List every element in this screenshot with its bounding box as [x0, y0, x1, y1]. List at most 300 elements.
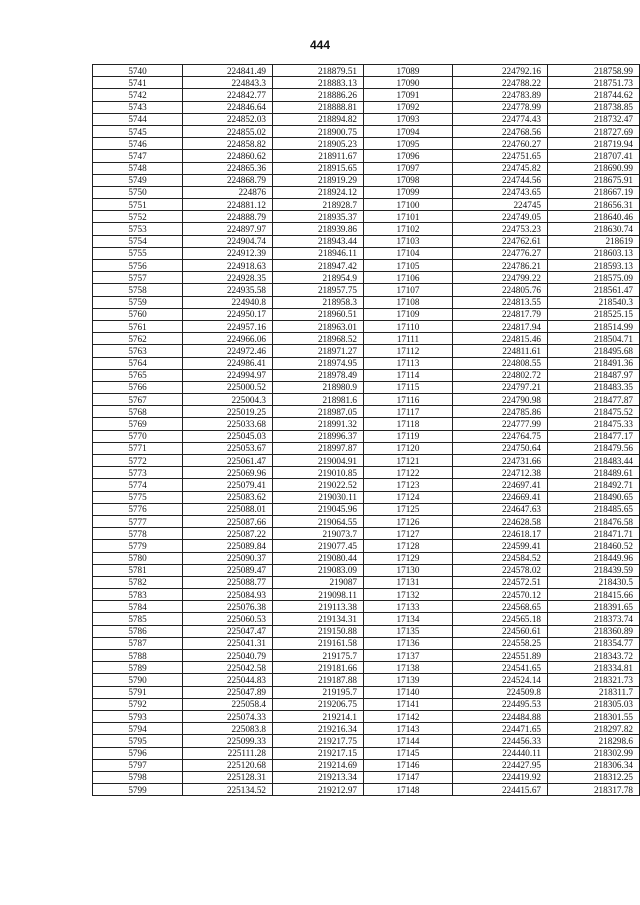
table-row: [93, 515, 640, 527]
cell-point-id-right: 17098: [364, 174, 453, 186]
table-row: [93, 491, 640, 503]
cell-y-right: 218430.5: [548, 576, 640, 588]
cell-x-right: 224628.58: [453, 515, 548, 527]
cell-point-id-left: 5757: [93, 272, 183, 284]
cell-point-id-left: 5743: [93, 101, 183, 113]
cell-point-id-left: 5795: [93, 735, 183, 747]
cell-point-id-right: 17129: [364, 552, 453, 564]
cell-point-id-left: 5760: [93, 308, 183, 320]
cell-y-right: 218449.96: [548, 552, 640, 564]
table-row: [93, 320, 640, 332]
cell-point-id-right: 17096: [364, 150, 453, 162]
cell-point-id-right: 17132: [364, 589, 453, 601]
cell-y-right: 218593.13: [548, 260, 640, 272]
cell-x-right: 224790.98: [453, 394, 548, 406]
cell-x-left: 225000.52: [183, 381, 273, 393]
table-row: [93, 442, 640, 454]
cell-y-left: 219113.38: [273, 601, 364, 613]
cell-point-id-left: 5741: [93, 77, 183, 89]
cell-point-id-right: 17123: [364, 479, 453, 491]
table-row: [93, 381, 640, 393]
cell-point-id-left: 5742: [93, 89, 183, 101]
cell-y-left: 218980.9: [273, 381, 364, 393]
cell-point-id-right: 17105: [364, 260, 453, 272]
cell-x-left: 225053.67: [183, 442, 273, 454]
cell-y-right: 218525.15: [548, 308, 640, 320]
cell-point-id-right: 17134: [364, 613, 453, 625]
cell-x-left: 224935.58: [183, 284, 273, 296]
cell-y-left: 218960.51: [273, 308, 364, 320]
cell-x-left: 225128.31: [183, 771, 273, 783]
cell-x-left: 224897.97: [183, 223, 273, 235]
cell-point-id-right: 17116: [364, 394, 453, 406]
cell-y-left: 219212.97: [273, 784, 364, 796]
cell-point-id-right: 17092: [364, 101, 453, 113]
cell-y-left: 219217.75: [273, 735, 364, 747]
cell-x-right: 224749.05: [453, 211, 548, 223]
cell-point-id-right: 17110: [364, 320, 453, 332]
cell-x-right: 224541.65: [453, 662, 548, 674]
cell-x-left: 225044.83: [183, 674, 273, 686]
cell-x-right: 224778.99: [453, 101, 548, 113]
cell-x-left: 225041.31: [183, 637, 273, 649]
cell-x-left: 225120.68: [183, 759, 273, 771]
cell-y-left: 218947.42: [273, 260, 364, 272]
table-row: [93, 296, 640, 308]
cell-y-right: 218487.97: [548, 369, 640, 381]
cell-y-left: 219216.34: [273, 723, 364, 735]
cell-x-right: 224599.41: [453, 540, 548, 552]
cell-point-id-left: 5782: [93, 576, 183, 588]
cell-x-right: 224712.38: [453, 467, 548, 479]
cell-y-right: 218489.61: [548, 467, 640, 479]
cell-y-left: 218968.52: [273, 333, 364, 345]
cell-x-right: 224783.89: [453, 89, 548, 101]
cell-point-id-right: 17125: [364, 503, 453, 515]
cell-y-right: 218301.55: [548, 710, 640, 722]
cell-y-left: 218957.75: [273, 284, 364, 296]
cell-y-right: 218603.13: [548, 247, 640, 259]
cell-y-right: 218334.81: [548, 662, 640, 674]
cell-x-right: 224440.11: [453, 747, 548, 759]
cell-point-id-right: 17133: [364, 601, 453, 613]
table-row: [93, 625, 640, 637]
cell-y-right: 218477.87: [548, 394, 640, 406]
cell-x-right: 224785.86: [453, 406, 548, 418]
cell-x-right: 224578.02: [453, 564, 548, 576]
cell-point-id-left: 5763: [93, 345, 183, 357]
cell-point-id-right: 17106: [364, 272, 453, 284]
cell-x-right: 224669.41: [453, 491, 548, 503]
cell-y-left: 219187.88: [273, 674, 364, 686]
cell-point-id-left: 5770: [93, 430, 183, 442]
cell-x-right: 224572.51: [453, 576, 548, 588]
cell-x-left: 225047.47: [183, 625, 273, 637]
cell-point-id-right: 17114: [364, 369, 453, 381]
cell-point-id-left: 5766: [93, 381, 183, 393]
cell-y-left: 218997.87: [273, 442, 364, 454]
cell-point-id-right: 17139: [364, 674, 453, 686]
cell-y-left: 219206.75: [273, 698, 364, 710]
cell-point-id-right: 17095: [364, 138, 453, 150]
cell-x-right: 224745: [453, 199, 548, 211]
table-row: [93, 650, 640, 662]
cell-y-right: 218317.78: [548, 784, 640, 796]
cell-point-id-right: 17131: [364, 576, 453, 588]
cell-x-right: 224584.52: [453, 552, 548, 564]
cell-y-right: 218471.71: [548, 528, 640, 540]
cell-point-id-left: 5771: [93, 442, 183, 454]
cell-point-id-right: 17146: [364, 759, 453, 771]
cell-point-id-left: 5753: [93, 223, 183, 235]
page-number: 444: [309, 38, 331, 52]
cell-y-right: 218475.33: [548, 418, 640, 430]
cell-y-right: 218640.46: [548, 211, 640, 223]
table-row: [93, 784, 640, 796]
cell-point-id-left: 5787: [93, 637, 183, 649]
cell-y-right: 218540.3: [548, 296, 640, 308]
cell-point-id-left: 5794: [93, 723, 183, 735]
cell-point-id-left: 5791: [93, 686, 183, 698]
cell-point-id-left: 5780: [93, 552, 183, 564]
cell-x-left: 225074.33: [183, 710, 273, 722]
cell-x-right: 224808.55: [453, 357, 548, 369]
table-row: [93, 662, 640, 674]
cell-x-right: 224776.27: [453, 247, 548, 259]
cell-x-left: 225079.41: [183, 479, 273, 491]
cell-y-right: 218630.74: [548, 223, 640, 235]
cell-y-right: 218477.17: [548, 430, 640, 442]
cell-point-id-right: 17117: [364, 406, 453, 418]
cell-x-right: 224792.16: [453, 65, 548, 77]
cell-point-id-left: 5784: [93, 601, 183, 613]
cell-point-id-right: 17138: [364, 662, 453, 674]
cell-point-id-right: 17127: [364, 528, 453, 540]
cell-x-left: 225089.84: [183, 540, 273, 552]
cell-y-right: 218495.68: [548, 345, 640, 357]
cell-x-left: 225076.38: [183, 601, 273, 613]
cell-point-id-right: 17115: [364, 381, 453, 393]
cell-point-id-left: 5777: [93, 515, 183, 527]
table-row: [93, 394, 640, 406]
cell-y-right: 218306.34: [548, 759, 640, 771]
cell-point-id-left: 5746: [93, 138, 183, 150]
table-row: [93, 333, 640, 345]
cell-x-right: 224802.72: [453, 369, 548, 381]
cell-point-id-left: 5785: [93, 613, 183, 625]
cell-y-right: 218485.65: [548, 503, 640, 515]
cell-point-id-right: 17145: [364, 747, 453, 759]
table-row: [93, 601, 640, 613]
cell-point-id-left: 5768: [93, 406, 183, 418]
table-row: [93, 223, 640, 235]
cell-x-right: 224753.23: [453, 223, 548, 235]
cell-x-right: 224524.14: [453, 674, 548, 686]
cell-point-id-right: 17111: [364, 333, 453, 345]
cell-point-id-right: 17141: [364, 698, 453, 710]
cell-point-id-left: 5740: [93, 65, 183, 77]
cell-y-left: 219098.11: [273, 589, 364, 601]
table-row: [93, 747, 640, 759]
cell-point-id-right: 17124: [364, 491, 453, 503]
cell-x-left: 224957.16: [183, 320, 273, 332]
cell-x-left: 225088.77: [183, 576, 273, 588]
cell-x-right: 224797.21: [453, 381, 548, 393]
cell-x-left: 225111.28: [183, 747, 273, 759]
cell-point-id-right: 17135: [364, 625, 453, 637]
cell-y-right: 218491.36: [548, 357, 640, 369]
cell-point-id-left: 5752: [93, 211, 183, 223]
cell-point-id-right: 17144: [364, 735, 453, 747]
cell-y-left: 219077.45: [273, 540, 364, 552]
cell-point-id-left: 5778: [93, 528, 183, 540]
cell-y-left: 219213.34: [273, 771, 364, 783]
cell-point-id-left: 5779: [93, 540, 183, 552]
table-row: [93, 150, 640, 162]
cell-y-right: 218343.72: [548, 650, 640, 662]
cell-x-left: 224852.03: [183, 113, 273, 125]
cell-y-right: 218302.99: [548, 747, 640, 759]
table-row: [93, 503, 640, 515]
cell-y-left: 219045.96: [273, 503, 364, 515]
cell-point-id-left: 5783: [93, 589, 183, 601]
cell-x-right: 224558.25: [453, 637, 548, 649]
cell-x-left: 224966.06: [183, 333, 273, 345]
cell-y-left: 219004.91: [273, 455, 364, 467]
cell-y-right: 218751.73: [548, 77, 640, 89]
cell-point-id-left: 5748: [93, 162, 183, 174]
cell-x-right: 224551.89: [453, 650, 548, 662]
cell-y-right: 218514.99: [548, 320, 640, 332]
cell-x-left: 224888.79: [183, 211, 273, 223]
cell-point-id-right: 17147: [364, 771, 453, 783]
cell-y-left: 218924.12: [273, 186, 364, 198]
cell-point-id-left: 5762: [93, 333, 183, 345]
cell-y-right: 218305.03: [548, 698, 640, 710]
cell-point-id-right: 17091: [364, 89, 453, 101]
cell-x-left: 224912.39: [183, 247, 273, 259]
cell-point-id-left: 5774: [93, 479, 183, 491]
cell-point-id-left: 5754: [93, 235, 183, 247]
cell-y-left: 218991.32: [273, 418, 364, 430]
cell-point-id-right: 17137: [364, 650, 453, 662]
cell-point-id-left: 5765: [93, 369, 183, 381]
cell-x-right: 224570.12: [453, 589, 548, 601]
cell-y-left: 218879.51: [273, 65, 364, 77]
cell-x-left: 225134.52: [183, 784, 273, 796]
cell-x-right: 224509.8: [453, 686, 548, 698]
cell-x-left: 224986.41: [183, 357, 273, 369]
cell-point-id-right: 17140: [364, 686, 453, 698]
table-row: [93, 735, 640, 747]
cell-point-id-right: 17109: [364, 308, 453, 320]
table-row: [93, 260, 640, 272]
cell-x-right: 224744.56: [453, 174, 548, 186]
cell-x-right: 224764.75: [453, 430, 548, 442]
cell-y-left: 219175.7: [273, 650, 364, 662]
cell-x-left: 224972.46: [183, 345, 273, 357]
cell-point-id-right: 17101: [364, 211, 453, 223]
cell-y-left: 218987.05: [273, 406, 364, 418]
cell-x-right: 224768.56: [453, 125, 548, 137]
cell-point-id-left: 5750: [93, 186, 183, 198]
cell-x-right: 224743.65: [453, 186, 548, 198]
cell-x-left: 224918.63: [183, 260, 273, 272]
cell-y-left: 219080.44: [273, 552, 364, 564]
table-row: [93, 65, 640, 77]
table-row: [93, 199, 640, 211]
cell-y-left: 218958.3: [273, 296, 364, 308]
cell-y-left: 218996.37: [273, 430, 364, 442]
cell-point-id-left: 5772: [93, 455, 183, 467]
table-row: [93, 357, 640, 369]
cell-x-right: 224427.95: [453, 759, 548, 771]
cell-y-left: 219195.7: [273, 686, 364, 698]
cell-y-left: 218974.95: [273, 357, 364, 369]
table-row: [93, 211, 640, 223]
table-row: [93, 162, 640, 174]
cell-y-right: 218492.71: [548, 479, 640, 491]
cell-x-left: 225090.37: [183, 552, 273, 564]
cell-x-left: 224994.97: [183, 369, 273, 381]
table-row: [93, 101, 640, 113]
cell-y-left: 218915.65: [273, 162, 364, 174]
table-row: [93, 418, 640, 430]
cell-x-right: 224731.66: [453, 455, 548, 467]
table-row: [93, 540, 640, 552]
cell-x-right: 224813.55: [453, 296, 548, 308]
cell-point-id-right: 17128: [364, 540, 453, 552]
cell-point-id-left: 5773: [93, 467, 183, 479]
cell-y-left: 219073.7: [273, 528, 364, 540]
cell-x-left: 225047.89: [183, 686, 273, 698]
table-row: [93, 77, 640, 89]
cell-y-right: 218415.66: [548, 589, 640, 601]
cell-y-right: 218483.44: [548, 455, 640, 467]
cell-point-id-left: 5789: [93, 662, 183, 674]
cell-point-id-right: 17118: [364, 418, 453, 430]
cell-point-id-right: 17103: [364, 235, 453, 247]
cell-x-right: 224799.22: [453, 272, 548, 284]
cell-x-left: 224950.17: [183, 308, 273, 320]
table-row: [93, 272, 640, 284]
cell-point-id-left: 5751: [93, 199, 183, 211]
table-row: [93, 406, 640, 418]
cell-x-right: 224760.27: [453, 138, 548, 150]
cell-x-right: 224786.21: [453, 260, 548, 272]
cell-x-right: 224745.82: [453, 162, 548, 174]
table-row: [93, 89, 640, 101]
cell-point-id-right: 17100: [364, 199, 453, 211]
cell-point-id-right: 17102: [364, 223, 453, 235]
table-row: [93, 576, 640, 588]
table-row: [93, 710, 640, 722]
cell-x-left: 225058.4: [183, 698, 273, 710]
cell-x-left: 225004.3: [183, 394, 273, 406]
table-row: [93, 467, 640, 479]
cell-x-left: 225042.58: [183, 662, 273, 674]
cell-point-id-left: 5798: [93, 771, 183, 783]
cell-point-id-left: 5756: [93, 260, 183, 272]
cell-x-right: 224805.76: [453, 284, 548, 296]
cell-y-left: 218894.82: [273, 113, 364, 125]
cell-x-right: 224495.53: [453, 698, 548, 710]
cell-y-left: 218935.37: [273, 211, 364, 223]
cell-y-left: 219181.66: [273, 662, 364, 674]
cell-y-right: 218675.91: [548, 174, 640, 186]
cell-y-right: 218490.65: [548, 491, 640, 503]
cell-x-right: 224471.65: [453, 723, 548, 735]
cell-point-id-right: 17112: [364, 345, 453, 357]
cell-y-right: 218298.6: [548, 735, 640, 747]
cell-x-right: 224777.99: [453, 418, 548, 430]
cell-y-left: 218939.86: [273, 223, 364, 235]
table-row: [93, 235, 640, 247]
cell-x-left: 225087.66: [183, 515, 273, 527]
table-row: [93, 113, 640, 125]
table-row: [93, 564, 640, 576]
cell-point-id-right: 17097: [364, 162, 453, 174]
cell-y-left: 218911.67: [273, 150, 364, 162]
cell-x-right: 224484.88: [453, 710, 548, 722]
cell-y-left: 218978.49: [273, 369, 364, 381]
cell-y-right: 218354.77: [548, 637, 640, 649]
table-row: [93, 247, 640, 259]
cell-point-id-left: 5799: [93, 784, 183, 796]
cell-point-id-left: 5769: [93, 418, 183, 430]
cell-point-id-right: 17126: [364, 515, 453, 527]
cell-point-id-right: 17120: [364, 442, 453, 454]
cell-y-left: 218981.6: [273, 394, 364, 406]
cell-x-right: 224565.18: [453, 613, 548, 625]
cell-y-left: 219214.1: [273, 710, 364, 722]
cell-y-left: 219161.58: [273, 637, 364, 649]
cell-y-left: 218971.27: [273, 345, 364, 357]
cell-x-left: 225045.03: [183, 430, 273, 442]
cell-x-left: 224858.82: [183, 138, 273, 150]
cell-y-left: 218954.9: [273, 272, 364, 284]
cell-y-left: 219064.55: [273, 515, 364, 527]
cell-point-id-right: 17113: [364, 357, 453, 369]
cell-point-id-right: 17121: [364, 455, 453, 467]
table-row: [93, 723, 640, 735]
cell-y-left: 218886.26: [273, 89, 364, 101]
cell-x-left: 224940.8: [183, 296, 273, 308]
table-row: [93, 369, 640, 381]
table-row: [93, 138, 640, 150]
cell-x-left: 225083.62: [183, 491, 273, 503]
table-row: [93, 759, 640, 771]
cell-y-right: 218360.89: [548, 625, 640, 637]
cell-point-id-right: 17148: [364, 784, 453, 796]
cell-y-right: 218439.59: [548, 564, 640, 576]
cell-x-right: 224811.61: [453, 345, 548, 357]
cell-y-right: 218476.58: [548, 515, 640, 527]
coordinates-table: [92, 64, 640, 796]
table-row: [93, 674, 640, 686]
table-row: [93, 771, 640, 783]
cell-point-id-left: 5790: [93, 674, 183, 686]
table-row: [93, 186, 640, 198]
cell-x-right: 224750.64: [453, 442, 548, 454]
cell-y-right: 218758.99: [548, 65, 640, 77]
cell-y-right: 218619: [548, 235, 640, 247]
cell-point-id-left: 5747: [93, 150, 183, 162]
cell-x-right: 224419.92: [453, 771, 548, 783]
cell-x-right: 224647.63: [453, 503, 548, 515]
cell-x-left: 224843.3: [183, 77, 273, 89]
cell-x-left: 225087.22: [183, 528, 273, 540]
